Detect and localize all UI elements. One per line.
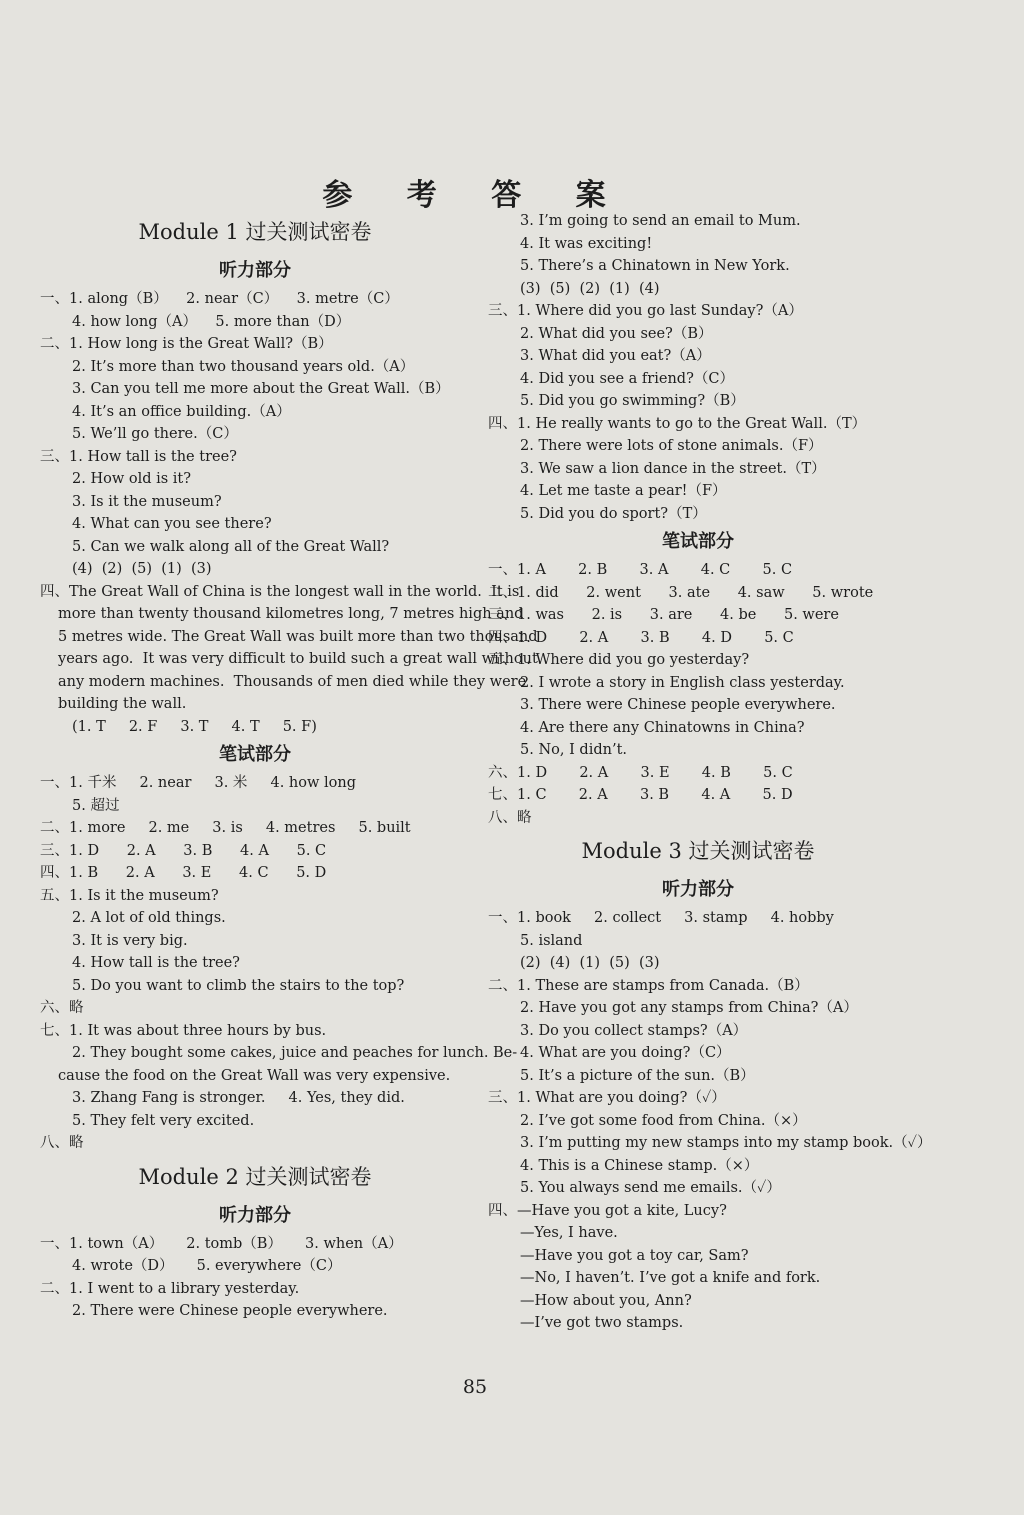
answer-line: 4. Let me taste a pear!（F） [520,483,727,499]
answer-line: 四、The Great Wall of China is the longest wall in the world. It is [40,583,520,600]
answer-line: 一、1. town（A） 2. tomb（B） 3. when（A） [40,1235,403,1252]
answer-line: 四、—Have you got a kite, Lucy? [488,1202,727,1219]
answer-line: 4. wrote（D） 5. everywhere（C） [72,1258,342,1274]
answer-line: 七、1. It was about three hours by bus. [40,1022,327,1039]
answer-line: 2. It’s more than two thousand years old.（A） [72,358,415,375]
answer-line: 六、1. D 2. A 3. E 4. B 5. C [488,764,793,781]
section-heading: 笔试部分 [219,744,291,765]
answer-line: 4. Did you see a friend?（C） [520,370,734,387]
answer-line: 3. Can you tell me more about the Great Wall.（B） [72,381,450,397]
answer-line: 5. island [520,932,583,949]
answer-line: —I’ve got two stamps. [520,1315,684,1331]
answer-line: 3. Zhang Fang is stronger. 4. Yes, they did. [72,1090,405,1106]
answer-line: 2. I wrote a story in English class yesterday. [520,674,845,691]
answer-line: 三、1. How tall is the tree? [40,448,237,465]
section-heading: 笔试部分 [662,531,734,552]
answer-line: 四、1. He really wants to go to the Great Wall.（T） [488,415,867,432]
section-heading: 听力部分 [219,260,291,281]
right-column [488,210,932,1335]
answer-line: 六、略 [40,1000,84,1016]
answer-line: (1. T 2. F 3. T 4. T 5. F) [72,718,317,735]
answer-line: years ago. It was very difficult to build such a great wall without [58,651,538,667]
answer-line: 三、1. D 2. A 3. B 4. A 5. C [40,842,327,859]
answer-line: —How about you, Ann? [520,1292,692,1309]
answer-line: 3. Do you collect stamps?（A） [520,1022,748,1039]
answer-line: 4. What can you see there? [72,516,272,532]
answer-line: 五、1. Where did you go yesterday? [488,652,750,668]
answer-line: 5. No, I didn’t. [520,742,628,758]
answer-line: 3. What did you eat?（A） [520,348,711,364]
answer-line: 五、1. Is it the museum? [40,887,219,904]
answer-line: 2. A lot of old things. [72,910,226,926]
answer-line: 5. They felt very excited. [72,1112,255,1129]
answer-line: 5. We’ll go there.（C） [72,426,238,442]
answer-line: 二、1. more 2. me 3. is 4. metres 5. built [40,820,411,836]
answer-line: 2. I’ve got some food from China.（×） [520,1112,807,1129]
page-title: 参 考 答 案 [322,178,628,213]
answer-line: 5. Do you want to climb the stairs to the top? [72,977,405,994]
answer-line: 4. This is a Chinese stamp.（×） [520,1157,759,1174]
answer-line: building the wall. [58,696,187,712]
answer-line: 二、1. did 2. went 3. ate 4. saw 5. wrote [488,584,874,601]
module-heading: Module 3 过关测试密卷 [581,839,815,863]
answer-line: 一、1. A 2. B 3. A 4. C 5. C [488,562,793,578]
answer-line: 2. There were Chinese people everywhere. [72,1303,388,1319]
answer-line: 四、1. D 2. A 3. B 4. D 5. C [488,629,794,646]
answer-line: 2. Have you got any stamps from China?（A） [520,1000,858,1016]
answer-line: —Have you got a toy car, Sam? [520,1247,749,1264]
answer-line: 5. Can we walk along all of the Great Wall? [72,538,390,555]
answer-line: 八、略 [40,1135,84,1151]
answer-line: 5. You always send me emails.（✓） [520,1180,781,1196]
page-number: 85 [462,1376,488,1398]
answer-line: 5 metres wide. The Great Wall was built more than two thousand [58,628,538,645]
answer-line: any modern machines. Thousands of men died while they were [58,673,527,690]
answer-line: 2. What did you see?（B） [520,325,713,342]
answer-line: 三、1. What are you doing?（✓） [488,1090,726,1106]
answer-line: (2) (4) (1) (5) (3) [520,955,660,971]
answer-line: 一、1. 千米 2. near 3. 米 4. how long [40,775,356,791]
answer-line: 二、1. These are stamps from Canada.（B） [488,977,809,994]
answer-line: (4) (2) (5) (1) (3) [72,561,212,577]
answer-line: 5. It’s a picture of the sun.（B） [520,1067,755,1084]
answer-line: —No, I haven’t. I’ve got a knife and fork. [520,1270,821,1286]
answer-line: 5. There’s a Chinatown in New York. [520,258,790,274]
answer-line: 4. It was exciting! [520,235,653,252]
answer-line: 4. How tall is the tree? [72,955,240,971]
answer-line: 3. We saw a lion dance in the street.（T） [520,460,826,477]
answer-line: (3) (5) (2) (1) (4) [520,280,660,297]
answer-line: 5. Did you go swimming?（B） [520,393,745,409]
answer-line: 八、略 [488,809,532,826]
module-heading: Module 2 过关测试密卷 [138,1164,372,1189]
answer-line: 3. Is it the museum? [72,493,222,510]
answer-line: 2. There were lots of stone animals.（F） [520,438,823,454]
answer-line: 5. 超过 [72,797,120,814]
answer-line: 3. I’m putting my new stamps into my stamp book.（✓） [520,1135,932,1151]
answer-line: more than twenty thousand kilometres long, 7 metres high and [58,606,524,622]
answer-line: 4. how long（A） 5. more than（D） [72,313,351,330]
answer-line: —Yes, I have. [520,1225,618,1241]
answer-line: 2. They bought some cakes, juice and peaches for lunch. Be- [72,1045,518,1061]
section-heading: 听力部分 [662,879,734,900]
answer-line: 二、1. I went to a library yesterday. [40,1280,300,1297]
answer-line: 四、1. B 2. A 3. E 4. C 5. D [40,865,327,881]
answer-line: 三、1. was 2. is 3. are 4. be 5. were [488,607,839,623]
module-heading: Module 1 过关测试密卷 [138,220,372,244]
answer-line: 三、1. Where did you go last Sunday?（A） [488,303,803,319]
answer-line: 5. Did you do sport?（T） [520,505,707,522]
answer-line: 3. It is very big. [72,932,188,949]
answer-line: 一、1. along（B） 2. near（C） 3. metre（C） [40,291,399,307]
section-heading: 听力部分 [219,1204,291,1226]
left-column [40,210,538,1323]
answer-line: 二、1. How long is the Great Wall?（B） [40,336,333,352]
answer-line: 4. What are you doing?（C） [520,1045,731,1061]
answer-line: cause the food on the Great Wall was very expensive. [58,1067,451,1084]
answer-line: 七、1. C 2. A 3. B 4. A 5. D [488,787,793,803]
answer-line: 3. There were Chinese people everywhere. [520,697,836,713]
answer-line: 一、1. book 2. collect 3. stamp 4. hobby [488,910,834,926]
answer-line: 4. Are there any Chinatowns in China? [520,719,805,736]
answer-line: 3. I’m going to send an email to Mum. [520,213,801,229]
answer-line: 4. It’s an office building.（A） [72,403,291,420]
answer-line: 2. How old is it? [72,471,192,487]
